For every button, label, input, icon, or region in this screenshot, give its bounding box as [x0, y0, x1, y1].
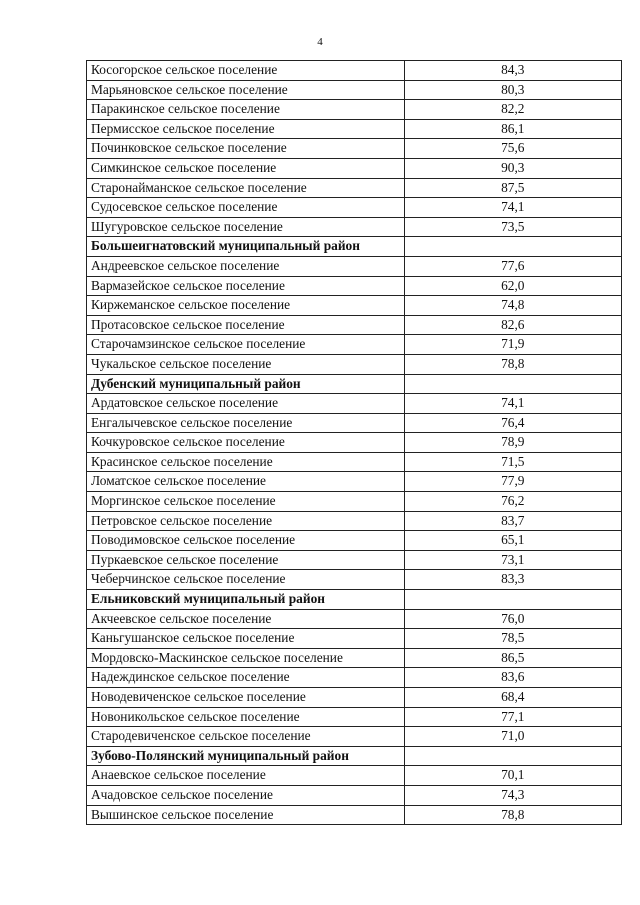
table-row	[87, 296, 622, 316]
value-cell: 74,1	[404, 198, 621, 218]
value-cell: 86,1	[404, 119, 621, 139]
settlement-name-cell: Пуркаевское сельское поселение	[87, 550, 405, 570]
table-row	[87, 276, 622, 296]
value-cell: 77,6	[404, 256, 621, 276]
table-row	[87, 492, 622, 512]
value-cell: 74,8	[404, 296, 621, 316]
settlements-table-body	[87, 61, 622, 825]
table-row	[87, 158, 622, 178]
district-header-row	[87, 374, 622, 394]
settlement-name-cell: Чукальское сельское поселение	[87, 354, 405, 374]
table-row	[87, 256, 622, 276]
table-row	[87, 100, 622, 120]
table-row	[87, 119, 622, 139]
settlement-name-cell: Новодевиченское сельское поселение	[87, 688, 405, 708]
value-cell: 90,3	[404, 158, 621, 178]
settlement-name-cell: Анаевское сельское поселение	[87, 766, 405, 786]
settlement-name-cell: Косогорское сельское поселение	[87, 61, 405, 81]
district-header-row	[87, 746, 622, 766]
settlement-name-cell: Красинское сельское поселение	[87, 452, 405, 472]
settlement-name-cell: Протасовское сельское поселение	[87, 315, 405, 335]
value-cell: 77,1	[404, 707, 621, 727]
value-cell: 73,5	[404, 217, 621, 237]
settlements-table-container	[86, 60, 622, 825]
table-row	[87, 570, 622, 590]
value-cell: 77,9	[404, 472, 621, 492]
table-row	[87, 550, 622, 570]
settlement-name-cell: Мордовско-Маскинское сельское поселение	[87, 648, 405, 668]
settlement-name-cell: Старонайманское сельское поселение	[87, 178, 405, 198]
value-cell: 74,1	[404, 394, 621, 414]
table-row	[87, 139, 622, 159]
value-cell: 82,6	[404, 315, 621, 335]
table-row	[87, 433, 622, 453]
value-cell: 84,3	[404, 61, 621, 81]
table-row	[87, 785, 622, 805]
value-cell: 80,3	[404, 80, 621, 100]
settlement-name-cell: Ачадовское сельское поселение	[87, 785, 405, 805]
settlement-name-cell: Починковское сельское поселение	[87, 139, 405, 159]
value-cell	[404, 746, 621, 766]
settlement-name-cell: Енгалычевское сельское поселение	[87, 413, 405, 433]
value-cell	[404, 237, 621, 257]
settlement-name-cell: Надеждинское сельское поселение	[87, 668, 405, 688]
value-cell: 71,9	[404, 335, 621, 355]
value-cell: 76,2	[404, 492, 621, 512]
table-row	[87, 648, 622, 668]
value-cell: 71,5	[404, 452, 621, 472]
settlement-name-cell: Новоникольское сельское поселение	[87, 707, 405, 727]
settlement-name-cell: Шугуровское сельское поселение	[87, 217, 405, 237]
table-row	[87, 217, 622, 237]
settlement-name-cell: Старочамзинское сельское поселение	[87, 335, 405, 355]
table-row	[87, 178, 622, 198]
table-row	[87, 629, 622, 649]
settlement-name-cell: Пермисское сельское поселение	[87, 119, 405, 139]
value-cell: 87,5	[404, 178, 621, 198]
settlement-name-cell: Ардатовское сельское поселение	[87, 394, 405, 414]
table-row	[87, 688, 622, 708]
settlement-name-cell: Судосевское сельское поселение	[87, 198, 405, 218]
table-row	[87, 668, 622, 688]
settlement-name-cell: Паракинское сельское поселение	[87, 100, 405, 120]
settlement-name-cell: Петровское сельское поселение	[87, 511, 405, 531]
value-cell: 73,1	[404, 550, 621, 570]
table-row	[87, 472, 622, 492]
value-cell: 82,2	[404, 100, 621, 120]
value-cell: 68,4	[404, 688, 621, 708]
value-cell: 83,3	[404, 570, 621, 590]
settlement-name-cell: Киржеманское сельское поселение	[87, 296, 405, 316]
value-cell: 83,6	[404, 668, 621, 688]
table-row	[87, 609, 622, 629]
settlement-name-cell: Стародевиченское сельское поселение	[87, 727, 405, 747]
settlement-name-cell: Андреевское сельское поселение	[87, 256, 405, 276]
settlements-table	[86, 60, 622, 825]
table-row	[87, 413, 622, 433]
table-row	[87, 531, 622, 551]
district-header-row	[87, 590, 622, 610]
settlement-name-cell: Симкинское сельское поселение	[87, 158, 405, 178]
value-cell: 75,6	[404, 139, 621, 159]
value-cell: 71,0	[404, 727, 621, 747]
settlement-name-cell: Моргинское сельское поселение	[87, 492, 405, 512]
table-row	[87, 335, 622, 355]
table-row	[87, 315, 622, 335]
table-row	[87, 766, 622, 786]
district-name-cell: Ельниковский муниципальный район	[87, 590, 405, 610]
value-cell: 78,8	[404, 354, 621, 374]
table-row	[87, 80, 622, 100]
value-cell: 78,5	[404, 629, 621, 649]
value-cell: 78,9	[404, 433, 621, 453]
value-cell: 86,5	[404, 648, 621, 668]
district-name-cell: Зубово-Полянский муниципальный район	[87, 746, 405, 766]
table-row	[87, 511, 622, 531]
table-row	[87, 452, 622, 472]
settlement-name-cell: Чеберчинское сельское поселение	[87, 570, 405, 590]
settlement-name-cell: Акчеевское сельское поселение	[87, 609, 405, 629]
value-cell: 74,3	[404, 785, 621, 805]
table-row	[87, 354, 622, 374]
value-cell	[404, 590, 621, 610]
value-cell: 83,7	[404, 511, 621, 531]
settlement-name-cell: Кочкуровское сельское поселение	[87, 433, 405, 453]
settlement-name-cell: Ломатское сельское поселение	[87, 472, 405, 492]
district-name-cell: Дубенский муниципальный район	[87, 374, 405, 394]
table-row	[87, 727, 622, 747]
value-cell: 65,1	[404, 531, 621, 551]
value-cell: 76,4	[404, 413, 621, 433]
table-row	[87, 805, 622, 825]
settlement-name-cell: Вармазейское сельское поселение	[87, 276, 405, 296]
table-row	[87, 61, 622, 81]
settlement-name-cell: Каньгушанское сельское поселение	[87, 629, 405, 649]
page-number: 4	[317, 36, 323, 48]
value-cell: 78,8	[404, 805, 621, 825]
value-cell: 76,0	[404, 609, 621, 629]
table-row	[87, 198, 622, 218]
table-row	[87, 394, 622, 414]
value-cell: 62,0	[404, 276, 621, 296]
settlement-name-cell: Марьяновское сельское поселение	[87, 80, 405, 100]
table-row	[87, 707, 622, 727]
district-header-row	[87, 237, 622, 257]
value-cell	[404, 374, 621, 394]
value-cell: 70,1	[404, 766, 621, 786]
district-name-cell: Большеигнатовский муниципальный район	[87, 237, 405, 257]
settlement-name-cell: Вышинское сельское поселение	[87, 805, 405, 825]
settlement-name-cell: Поводимовское сельское поселение	[87, 531, 405, 551]
